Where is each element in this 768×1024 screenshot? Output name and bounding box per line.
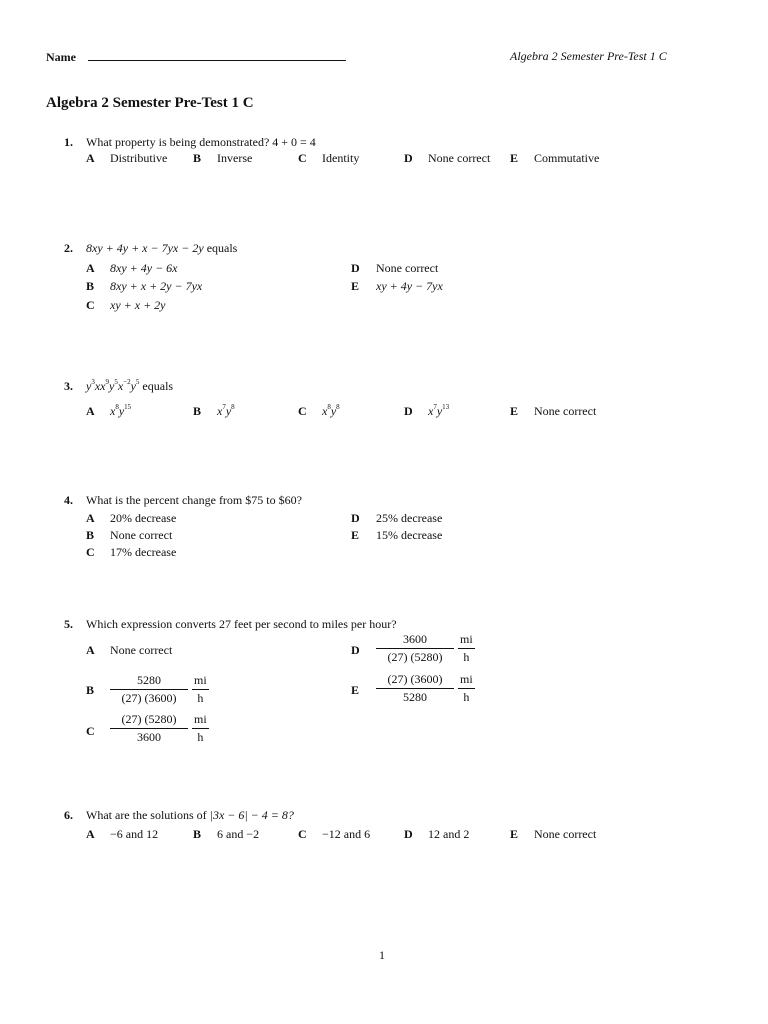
choice-letter: B <box>193 151 202 165</box>
unit-fraction <box>458 672 475 705</box>
unit-denominator: h <box>197 730 204 744</box>
choice-letter: D <box>351 261 360 275</box>
term-exponent: 7 <box>433 403 437 411</box>
choice-letter: B <box>193 827 202 841</box>
choice-letter: C <box>86 545 95 559</box>
choice-text: None correct <box>110 528 173 542</box>
choice-text: None correct <box>376 261 439 275</box>
term-base: x <box>428 404 434 418</box>
choice-text: xy + x + 2y <box>110 298 166 312</box>
term-base: y <box>436 404 443 418</box>
choice-letter: E <box>351 279 360 293</box>
question-prompt: What property is being demonstrated? 4 + 0 = 4 <box>86 135 316 149</box>
term-base: y <box>108 379 115 393</box>
choice-letter: E <box>351 683 360 697</box>
choice-text <box>322 404 340 419</box>
choice-text: Commutative <box>534 151 600 165</box>
term-base: y <box>225 404 232 418</box>
term-base: x <box>117 379 124 393</box>
question-number: 3. <box>64 379 73 393</box>
choice-text: Distributive <box>110 151 168 165</box>
term-exponent: 8 <box>115 403 119 411</box>
term-base: y <box>86 379 92 393</box>
fraction-numerator: 3600 <box>376 632 454 649</box>
unit-denominator: h <box>197 691 204 705</box>
choice-text: −12 and 6 <box>322 827 371 841</box>
prompt-tail: equals <box>142 379 174 393</box>
term-base: y <box>118 404 125 418</box>
question-prompt: Which expression converts 27 feet per second to miles per hour? <box>86 617 397 631</box>
question-prompt: What is the percent change from $75 to $60? <box>86 493 302 507</box>
prompt-tail: equals <box>206 241 238 255</box>
choice-text: xy + 4y − 7yx <box>376 279 443 293</box>
choice-letter: C <box>86 298 95 312</box>
choice-text <box>110 404 131 419</box>
choice-letter: C <box>298 827 307 841</box>
choice-letter: A <box>86 511 95 525</box>
fraction <box>110 712 188 745</box>
term-exponent: 8 <box>231 403 235 411</box>
term-base: y <box>330 404 337 418</box>
choice-text <box>217 404 235 419</box>
choice-letter: D <box>351 511 360 525</box>
term-exponent: 9 <box>105 378 109 386</box>
choice-text: None correct <box>534 404 597 418</box>
choice-letter: C <box>298 151 307 165</box>
question-prompt <box>86 241 237 256</box>
term-exponent: 3 <box>91 378 95 386</box>
choice-letter: C <box>298 404 307 418</box>
page-title: Algebra 2 Semester Pre-Test 1 C <box>46 95 254 111</box>
fraction <box>376 632 454 665</box>
question-number: 6. <box>64 808 73 822</box>
fraction-expression <box>376 672 479 705</box>
term-base: x <box>322 404 328 418</box>
choice-text: Identity <box>322 151 360 165</box>
name-field <box>46 49 346 65</box>
term-exponent: 8 <box>336 403 340 411</box>
choice-text: 20% decrease <box>110 511 177 525</box>
term-exponent: 7 <box>222 403 226 411</box>
fraction <box>376 672 454 705</box>
term-exponent: 13 <box>442 403 450 411</box>
fraction-expression <box>376 632 479 665</box>
choice-letter: E <box>510 827 519 841</box>
name-label: Name <box>46 50 76 64</box>
choice-letter: E <box>510 404 519 418</box>
question-number: 2. <box>64 241 73 255</box>
unit-numerator: mi <box>458 672 475 689</box>
question-number: 4. <box>64 493 73 507</box>
unit-fraction <box>192 712 209 745</box>
page-number: 1 <box>379 948 385 962</box>
unit-denominator: h <box>463 690 470 704</box>
choice-letter: A <box>86 827 95 841</box>
choice-letter: B <box>193 404 202 418</box>
choice-letter: C <box>86 724 95 738</box>
fraction-denominator: (27) (3600) <box>121 691 177 705</box>
choice-text: 15% decrease <box>376 528 443 542</box>
choice-text: 8xy + x + 2y − 7yx <box>110 279 203 293</box>
choice-text: 6 and −2 <box>217 827 260 841</box>
unit-numerator: mi <box>192 712 209 729</box>
choice-letter: E <box>510 151 519 165</box>
choice-letter: A <box>86 151 95 165</box>
term-exponent: 15 <box>124 403 132 411</box>
prompt-math: 8xy + 4y + x − 7yx − 2y <box>86 241 204 255</box>
choice-letter: A <box>86 404 95 418</box>
fraction-numerator: 5280 <box>110 673 188 690</box>
choice-text: 17% decrease <box>110 545 177 559</box>
choice-text: 12 and 2 <box>428 827 470 841</box>
term-exponent: 8 <box>327 403 331 411</box>
term-base: xx <box>94 379 106 393</box>
choice-text: 25% decrease <box>376 511 443 525</box>
unit-fraction <box>458 632 475 665</box>
choice-text: None correct <box>428 151 491 165</box>
unit-fraction <box>192 673 209 706</box>
choice-letter: B <box>86 683 95 697</box>
question-prompt <box>86 808 294 823</box>
term-exponent: 5 <box>135 378 140 386</box>
choice-letter: D <box>404 827 413 841</box>
fraction-numerator: (27) (3600) <box>376 672 454 689</box>
choice-text: None correct <box>534 827 597 841</box>
term-exponent: 5 <box>114 378 118 386</box>
choice-letter: A <box>86 261 95 275</box>
choice-letter: A <box>86 643 95 657</box>
choice-letter: E <box>351 528 360 542</box>
choice-letter: B <box>86 279 95 293</box>
unit-numerator: mi <box>192 673 209 690</box>
choice-letter: D <box>404 404 413 418</box>
question-prompt <box>86 379 173 394</box>
prompt-math: |3x − 6| − 4 = 8? <box>209 808 294 822</box>
choice-text <box>428 404 449 419</box>
term-base: y <box>130 379 136 393</box>
choice-letter: B <box>86 528 95 542</box>
prompt-lead: What are the solutions of <box>86 808 207 822</box>
choice-letter: D <box>404 151 413 165</box>
question-number: 1. <box>64 135 73 149</box>
fraction-expression <box>110 673 213 706</box>
fraction-numerator: (27) (5280) <box>110 712 188 729</box>
term-base: x <box>217 404 223 418</box>
choice-text: 8xy + 4y − 6x <box>110 261 178 275</box>
fraction-denominator: (27) (5280) <box>387 650 443 664</box>
question-number: 5. <box>64 617 73 631</box>
fraction-denominator: 3600 <box>137 730 161 744</box>
header-test-title: Algebra 2 Semester Pre-Test 1 C <box>510 49 667 63</box>
name-blank-line <box>88 49 346 61</box>
choice-text: Inverse <box>217 151 253 165</box>
choice-letter: D <box>351 643 360 657</box>
unit-denominator: h <box>463 650 470 664</box>
choice-text: −6 and 12 <box>110 827 159 841</box>
fraction-expression <box>110 712 213 745</box>
choice-text: None correct <box>110 643 173 657</box>
fraction-denominator: 5280 <box>403 690 427 704</box>
fraction <box>110 673 188 706</box>
term-base: x <box>110 404 116 418</box>
term-exponent: −2 <box>123 378 131 386</box>
unit-numerator: mi <box>458 632 475 649</box>
